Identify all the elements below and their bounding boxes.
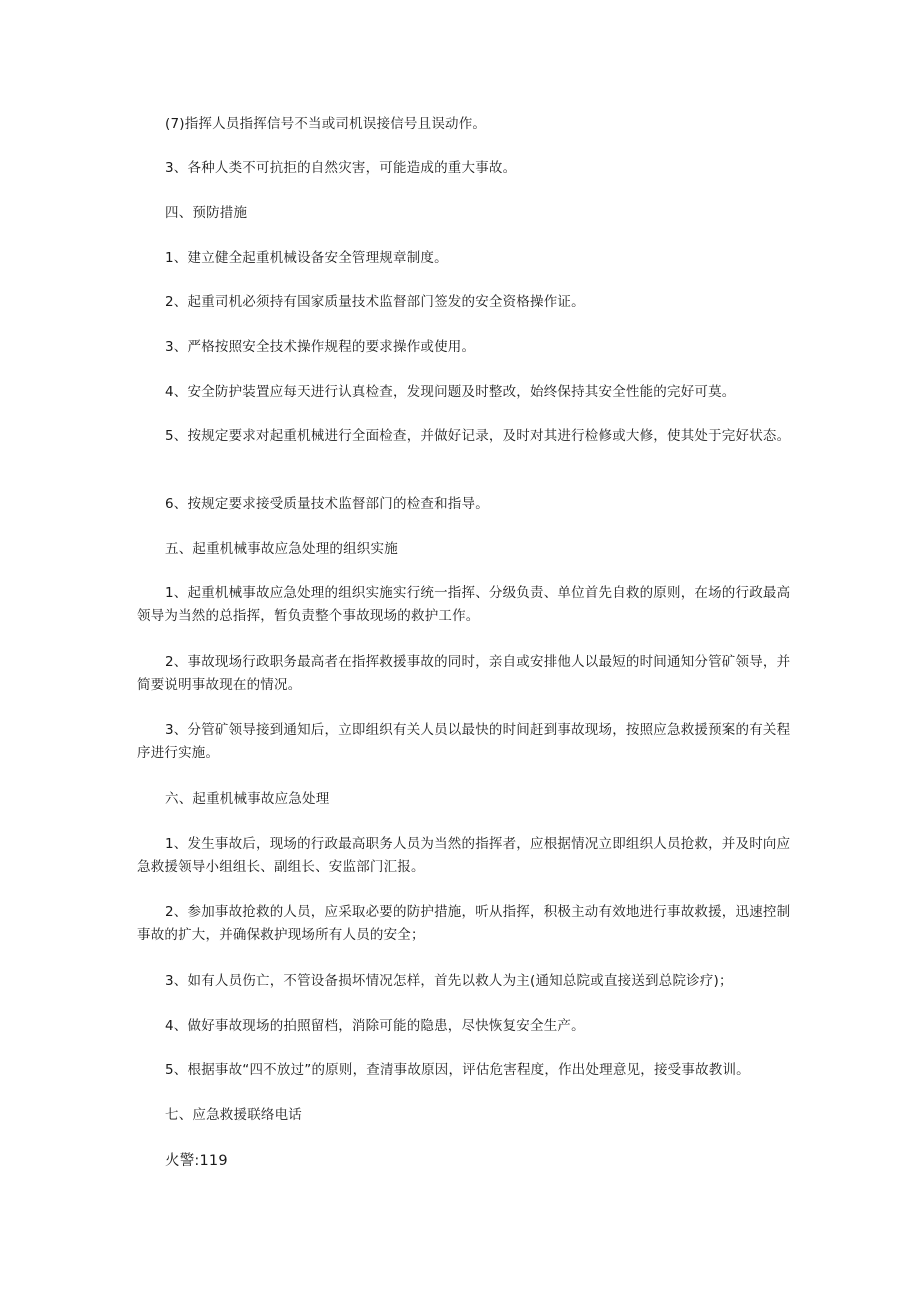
paragraph-natural-disaster: 3、各种人类不可抗拒的自然灾害，可能造成的重大事故。 [165,160,517,176]
paragraph-prevention-6: 6、按规定要求接受质量技术监督部门的检查和指导。 [165,496,489,512]
paragraph-prevention-4: 4、安全防护装置应每天进行认真检查，发现问题及时整改，始终保持其安全性能的完好可莫。 [165,384,736,400]
paragraph-prevention-5: 5、按规定要求对起重机械进行全面检查，并做好记录，及时对其进行检修或大修，使其处于完好状态。 [165,428,791,444]
paragraph-prevention-1: 1、建立健全起重机械设备安全管理规章制度。 [165,250,448,266]
section-heading-prevention: 四、预防措施 [165,205,248,221]
section-heading-contacts: 七、应急救援联络电话 [165,1107,302,1123]
section-heading-organization: 五、起重机械事故应急处理的组织实施 [165,541,398,557]
contact-fire-alarm: 火警:119 [165,1153,228,1169]
paragraph-handling-3: 3、如有人员伤亡，不管设备损坏情况怎样，首先以救人为主(通知总院或直接送到总院诊疗)； [165,973,733,989]
paragraph-handling-1: 1、发生事故后，现场的行政最高职务人员为当然的指挥者，应根据情况立即组织人员抢救，并及时向应急救援领导小组组长、副组长、安监部门汇报。 [137,836,791,875]
paragraph-organization-2: 2、事故现场行政职务最高者在指挥救援事故的同时，亲自或安排他人以最短的时间通知分管矿领导，并简要说明事故现在的情况。 [137,654,791,693]
paragraph-handling-5: 5、根据事故“四不放过”的原则，查清事故原因，评估危害程度，作出处理意见，接受事故教训。 [165,1062,750,1078]
paragraph-signal-error: (7)指挥人员指挥信号不当或司机误接信号且误动作。 [165,116,487,132]
paragraph-organization-1: 1、起重机械事故应急处理的组织实施实行统一指挥、分级负责、单位首先自救的原则，在场的行政最高领导为当然的总指挥，暂负责整个事故现场的救护工作。 [137,585,791,624]
paragraph-organization-3: 3、分管矿领导接到通知后，立即组织有关人员以最快的时间赶到事故现场，按照应急救援预案的有关程序进行实施。 [137,722,791,761]
section-heading-emergency-handling: 六、起重机械事故应急处理 [165,791,330,807]
paragraph-handling-2: 2、参加事故抢救的人员，应采取必要的防护措施，听从指挥，积极主动有效地进行事故救援，迅速控制事故的扩大，并确保救护现场所有人员的安全； [137,904,791,943]
paragraph-prevention-3: 3、严格按照安全技术操作规程的要求操作或使用。 [165,339,476,355]
paragraph-handling-4: 4、做好事故现场的拍照留档，消除可能的隐患，尽快恢复安全生产。 [165,1018,585,1034]
paragraph-prevention-2: 2、起重司机必须持有国家质量技术监督部门签发的安全资格操作证。 [165,294,585,310]
